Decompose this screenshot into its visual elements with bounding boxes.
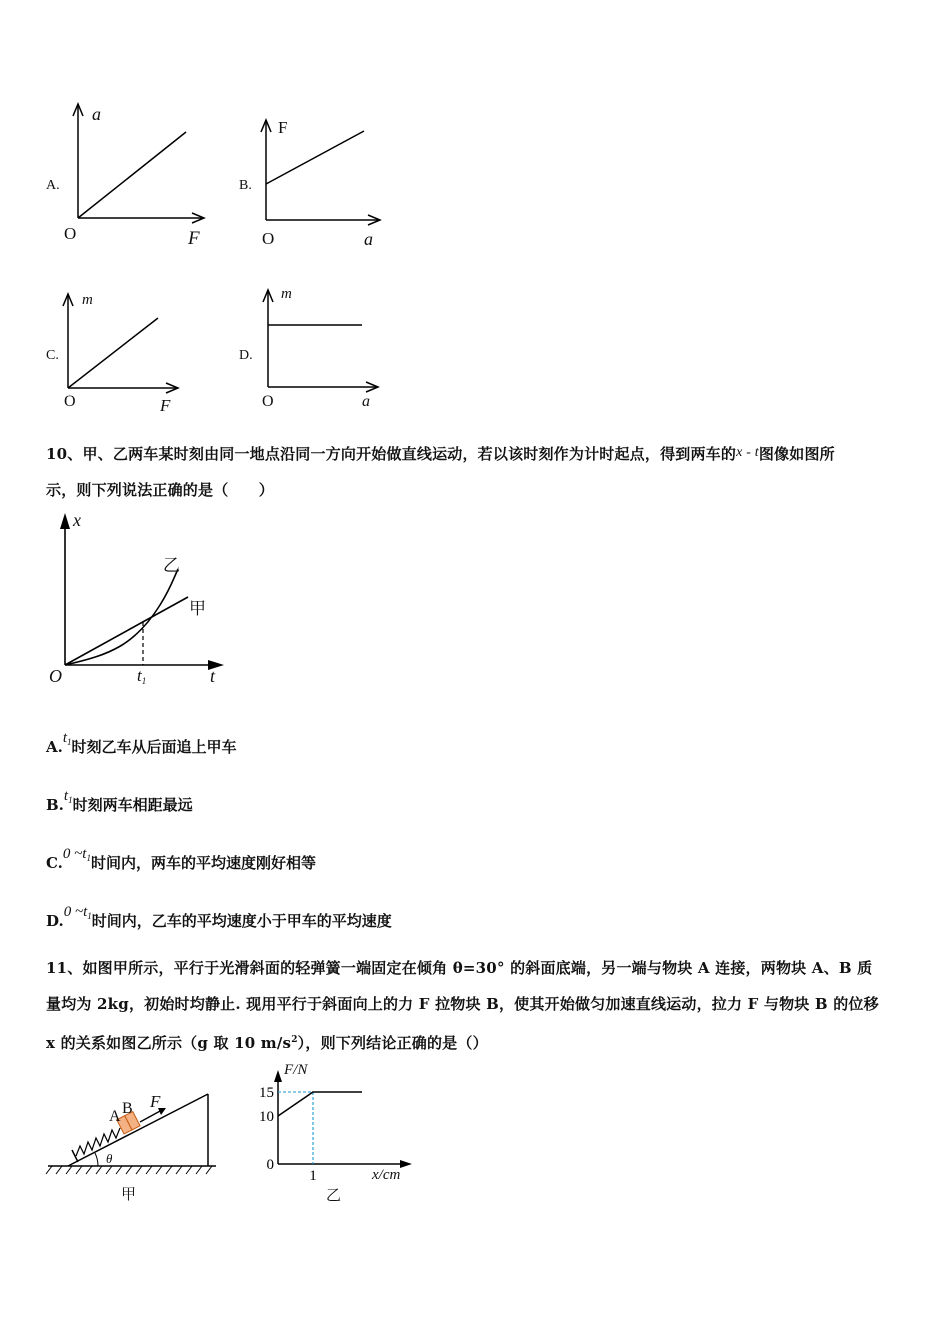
q10-graph-origin: O [49,666,62,686]
q11-block-a-label: A [109,1108,121,1125]
fx-y-arrow [274,1070,282,1082]
q11-fig-yi-caption: 乙 [326,1186,342,1204]
q10-graph-x-label: t [210,666,216,686]
graph-b-origin: O [262,229,275,248]
q10-text-a: 10、甲、乙两车某时刻由同一地点沿同一方向开始做直线运动，若以该时刻作为计时起点，得到两车的 [46,445,737,463]
graph-d-y-label: m [281,286,292,302]
fx-ytick-0: 0 [266,1157,274,1173]
q11-line1: 11、如图甲所示，平行于光滑斜面的轻弹簧一端固定在倾角 θ=30° 的斜面底端，另一端与物块 A 连接，两物块 A、B 质 [46,959,873,977]
q10-graph-y-label: x [73,510,81,530]
graph-c-x-label: F [160,396,171,415]
graph-c-y-label: m [82,292,93,308]
q11-fx-y-label: F/N [284,1062,308,1078]
question-10-stem [46,435,916,508]
graph-a-origin: O [64,224,77,243]
q11-theta-label: θ [106,1151,113,1166]
q10-text-c: 示，则下列说法正确的是（ ） [46,481,275,499]
q11-fx-x-label: x/cm [372,1167,401,1183]
q10-curve-yi-label: 乙 [163,556,180,576]
fx-xtick-1: 1 [309,1168,317,1184]
q11-force-f-label: F [150,1092,161,1111]
question-11-stem [46,950,916,1061]
q10-option-c: C.0 $\sim t_1$时间内，两车的平均速度刚好相等 [46,846,316,872]
graph-b-x-label: a [364,229,373,249]
q10-option-d: D.0 $\sim t_1$时间内，乙车的平均速度小于甲车的平均速度 [46,904,392,930]
fx-ytick-10: 10 [259,1109,274,1125]
q11-block-b-label: B [122,1100,133,1117]
q10-text-b: 图像如图所 [758,445,835,463]
q10-xt-symbol: x - t [736,445,759,460]
fx-series-line [278,1092,362,1116]
graph-a-y-label: a [92,104,101,124]
graph-a-x-label: F [188,228,200,249]
q11-line3-sup: 2 [291,1035,298,1045]
q11-fig-jia-caption: 甲 [121,1185,137,1203]
option-d-label: D. [239,348,253,363]
option-c-label: C. [46,348,59,363]
curve-yi [65,569,178,665]
graph-d-origin: O [262,393,274,410]
graph-d-x-label: a [362,393,370,410]
option-b-label: B. [239,178,252,193]
fx-ytick-15: 15 [259,1085,274,1101]
graph-d-m-vs-a [256,280,396,400]
graph-c-m-vs-f [58,286,198,406]
q11-incline-figure [44,1088,224,1198]
q10-line-jia-label: 甲 [189,599,206,619]
graph-c-origin: O [64,393,76,410]
fx-x-arrow [400,1160,412,1168]
q11-line2: 量均为 2kg，初始时均静止. 现用平行于斜面向上的力 F 拉物块 B，使其开始做匀加速直线运动，拉力 F 与物块 B 的位移 [46,995,879,1013]
q10-option-b: $B.t_1$时刻两车相距最远 [46,788,193,814]
option-a-label: A. [46,178,60,193]
line-jia [65,597,188,665]
q11-line3b: ），则下列结论正确的是（） [297,1034,488,1052]
q10-option-a: $A.t_1$时刻乙车从后面追上甲车 [46,730,237,756]
q10-graph-t1: $t_1$ [137,666,147,686]
graph-b-y-label: F [278,118,288,137]
q11-line3a: x 的关系如图乙所示（g 取 10 m/s [46,1034,292,1052]
